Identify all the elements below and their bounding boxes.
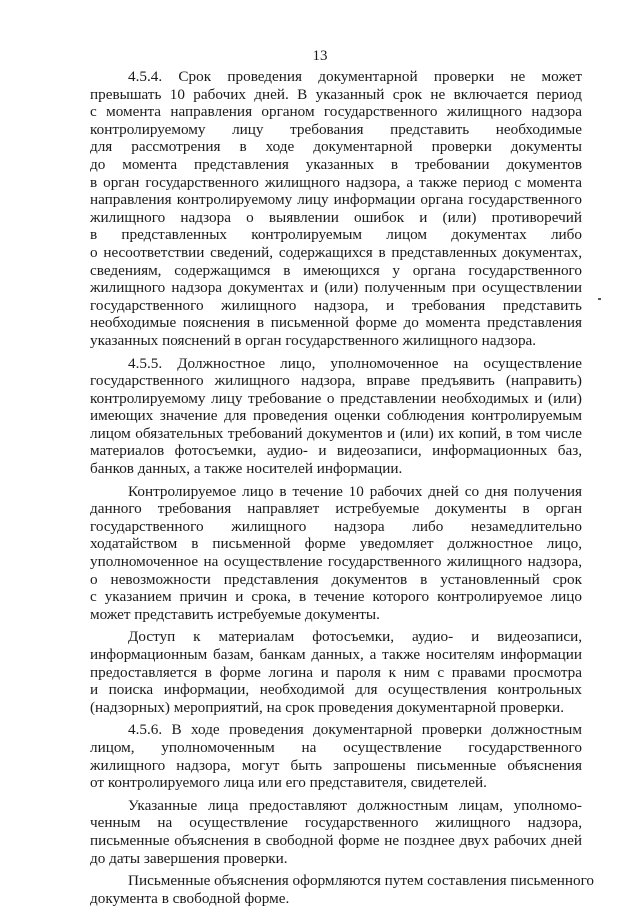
paragraph-persons [90,797,582,867]
text-line: сведениям, содержащимся в имеющихся у органа государственного [90,261,582,279]
text-line: лицом обязательных требований документов и (или) их копий, в том числе [90,424,582,442]
paragraph-4-5-6 [90,721,582,791]
paragraph-written-explanations [90,872,595,907]
text-line: информационным базам, банкам данных, а также носителям информации [90,646,582,663]
text-line: контролируемому лицу требования представить необходимые [90,120,582,138]
text-line: направления контролируемому лицу информации органа государственного [90,191,582,209]
text-line: данного требования направляет истребуемые документы в орган [90,500,582,518]
text-line: банков данных, а также носителей информации. [90,460,403,478]
text-line: материалов фотосъемки, аудио- и видеозаписи, информационных баз, [90,442,582,460]
document-body [90,68,595,912]
text-line: государственного жилищного надзора, вправе предъявить (направить) [90,372,582,390]
text-line: до даты завершения проверки. [90,849,288,867]
text-line: документа в свободной форме. [90,889,290,907]
text-line: предоставляется в форме логина и пароля к ним с правами просмотра [90,663,582,681]
text-line: Доступ к материалам фотосъемки, аудио- и видеозаписи, [128,628,582,646]
text-line: о невозможности представления документов в установленный срок [90,570,582,588]
text-line: необходимые пояснения в письменной форме до момента представления [90,314,582,332]
page-number: 13 [312,48,328,64]
text-line: с указанием причин и срока, в течение которого контролируемое лицо [90,588,582,606]
text-line: 4.5.6. В ходе проведения документарной проверки должностным [128,721,582,739]
text-line: уполномоченное на осуществление государственного жилищного надзора, [90,553,582,571]
text-line: в представленных контролируемым лицом документах либо [90,226,582,244]
text-line: контролируемому лицу требование о представлении необходимых и (или) [90,389,582,407]
paragraph-controlled-person [90,483,582,624]
text-line: 4.5.4. Срок проведения документарной проверки не может [128,68,582,85]
text-line: ченным на осуществление государственного жилищного надзора, [90,814,582,832]
paragraph-access [90,628,582,716]
text-line: до момента представления указанных в требовании документов [90,155,582,173]
text-line: может представить истребуемые документы. [90,605,380,623]
text-line: имеющих значение для проведения оценки соблюдения контролируемым [90,407,582,425]
text-line: жилищного надзора документах и (или) полученным при осуществлении [90,279,582,297]
text-line: 4.5.5. Должностное лицо, уполномоченное на осуществление [128,354,582,372]
text-line: государственного жилищного надзора либо незамедлительно [90,517,582,535]
text-line: Письменные объяснения оформляются путем составления письменного [128,872,595,890]
text-line: жилищного надзора, могут быть запрошены письменные объяснения [90,756,582,774]
text-line: и поиска информации, необходимой для осуществления контрольных [90,681,582,699]
text-line: в орган государственного жилищного надзора, а также период с момента [90,173,582,191]
paragraph-4-5-5 [90,355,582,478]
text-line: (надзорных) мероприятий, на срок проведения документарной проверки. [90,698,564,716]
text-line: для рассмотрения в ходе документарной проверки документы [90,138,582,156]
paragraph-4-5-4 [90,68,582,350]
text-line: от контролируемого лица или его представителя, свидетелей. [90,774,487,792]
text-line: ходатайством в письменной форме уведомляет должностное лицо, [90,535,582,553]
text-line: превышать 10 рабочих дней. В указанный срок не включается период [90,85,582,103]
text-line: жилищного надзора о выявлении ошибок и (или) противоречий [90,208,582,226]
margin-mark [598,298,601,300]
text-line: о несоответствии сведений, содержащихся в представленных документах, [90,243,582,261]
text-line: с момента направления органом государственного жилищного надзора [90,103,582,121]
text-line: лицом, уполномоченным на осуществление государственного [90,738,582,756]
text-line: государственного жилищного надзора, и требования представить [90,296,582,314]
text-line: указанных пояснений в орган государственного жилищного надзора. [90,331,537,349]
text-line: Указанные лица предоставляют должностным лицам, уполномо- [128,796,582,814]
text-line: Контролируемое лицо в течение 10 рабочих дней со дня получения [128,482,582,500]
text-line: письменные объяснения в свободной форме не позднее двух рабочих дней [90,831,582,849]
